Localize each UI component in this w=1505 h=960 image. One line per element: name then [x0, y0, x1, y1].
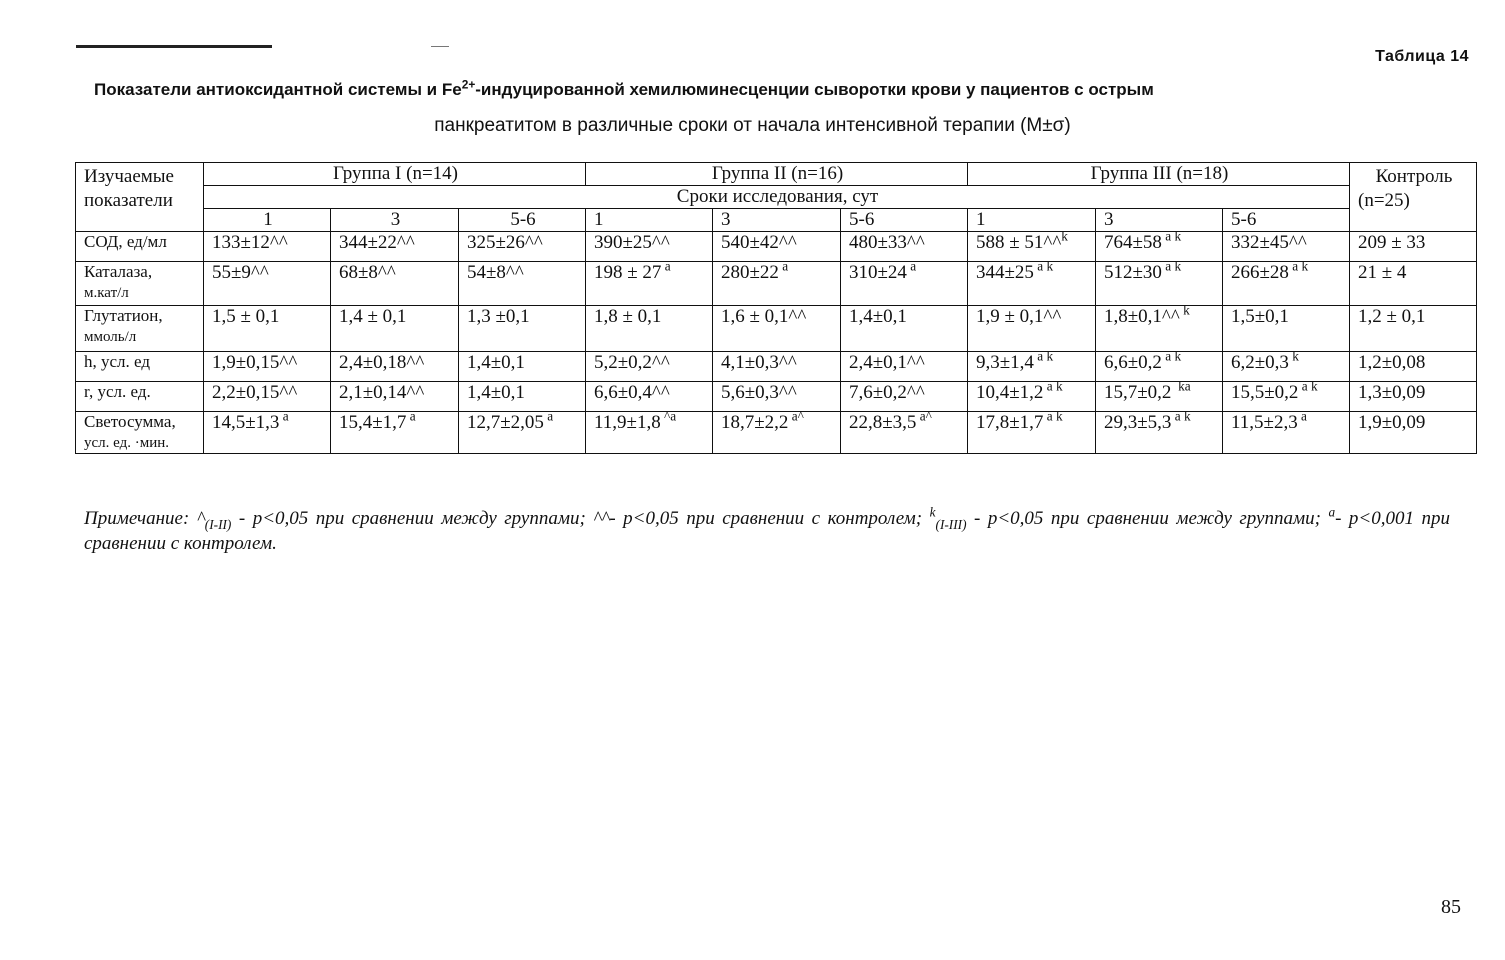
row-label: Каталаза, м.кат/л [76, 262, 204, 306]
value-cell: 266±28 $^{a k}$ [1223, 262, 1350, 306]
top-rule-mark [431, 46, 449, 47]
period-cell: 3 [331, 209, 459, 232]
group-header-3: Группа III (n=18) [968, 163, 1350, 186]
table-row [76, 352, 1477, 382]
value-cell: 480±33^^ [841, 232, 968, 262]
value-cell: 1,9 ± 0,1^^ [968, 306, 1096, 352]
table-row [76, 382, 1477, 412]
row-label: h, усл. ед [76, 352, 204, 382]
period-header: Сроки исследования, сут [204, 186, 1350, 209]
value-cell: 18,7±2,2 $^{a\^{}}$ [713, 412, 841, 454]
value-cell: 15,7±0,2 $^{ka}$ [1096, 382, 1223, 412]
value-cell: 55±9^^ [204, 262, 331, 306]
value-cell: 1,2±0,08 [1350, 352, 1477, 382]
header-row-days [76, 209, 1477, 232]
table-row [76, 412, 1477, 454]
period-cell: 1 [586, 209, 713, 232]
value-cell: 14,5±1,3 $^a$ [204, 412, 331, 454]
period-cell: 5-6 [1223, 209, 1350, 232]
value-cell: 344±25 $^{a k}$ [968, 262, 1096, 306]
row-label: СОД, ед/мл [76, 232, 204, 262]
value-cell: 540±42^^ [713, 232, 841, 262]
period-cell: 5-6 [841, 209, 968, 232]
period-cell: 3 [713, 209, 841, 232]
value-cell: 1,8 ± 0,1 [586, 306, 713, 352]
value-cell: 15,4±1,7 $^a$ [331, 412, 459, 454]
value-cell: 17,8±1,7 $^{a k}$ [968, 412, 1096, 454]
value-cell: 1,9±0,15^^ [204, 352, 331, 382]
value-cell: 1,8±0,1^^ $^k$ [1096, 306, 1223, 352]
value-cell: 1,4±0,1 [459, 382, 586, 412]
period-cell: 1 [204, 209, 331, 232]
value-cell: 512±30 $^{a k}$ [1096, 262, 1223, 306]
value-cell: 4,1±0,3^^ [713, 352, 841, 382]
group-header-1: Группа I (n=14) [204, 163, 586, 186]
value-cell: 1,3±0,09 [1350, 382, 1477, 412]
value-cell: 2,4±0,18^^ [331, 352, 459, 382]
value-cell: 10,4±1,2 $^{a k}$ [968, 382, 1096, 412]
value-cell: 2,2±0,15^^ [204, 382, 331, 412]
value-cell: 1,5 ± 0,1 [204, 306, 331, 352]
value-cell: 54±8^^ [459, 262, 586, 306]
value-cell: 6,6±0,4^^ [586, 382, 713, 412]
value-cell: 325±26^^ [459, 232, 586, 262]
page-number: 85 [1441, 896, 1461, 918]
data-table [75, 162, 1477, 454]
value-cell: 332±45^^ [1223, 232, 1350, 262]
period-cell: 5-6 [459, 209, 586, 232]
value-cell: 390±25^^ [586, 232, 713, 262]
value-cell: 198 ± 27 $^a$ [586, 262, 713, 306]
value-cell: 1,4±0,1 [459, 352, 586, 382]
value-cell: 15,5±0,2 $^{a k}$ [1223, 382, 1350, 412]
value-cell: 588 ± 51^^$^k$ [968, 232, 1096, 262]
control-header: Контроль (n=25) [1350, 163, 1477, 232]
value-cell: 209 ± 33 [1350, 232, 1477, 262]
row-label: r, усл. ед. [76, 382, 204, 412]
value-cell: 5,6±0,3^^ [713, 382, 841, 412]
value-cell: 2,1±0,14^^ [331, 382, 459, 412]
table-number: Таблица 14 [1375, 48, 1469, 65]
table-row [76, 306, 1477, 352]
value-cell: 1,2 ± 0,1 [1350, 306, 1477, 352]
value-cell: 21 ± 4 [1350, 262, 1477, 306]
period-cell: 1 [968, 209, 1096, 232]
value-cell: 11,9±1,8 $^{\^{}a}$ [586, 412, 713, 454]
value-cell: 12,7±2,05 $^a$ [459, 412, 586, 454]
value-cell: 310±24 $^a$ [841, 262, 968, 306]
table-row [76, 262, 1477, 306]
row-label: Светосумма, усл. ед. ·мин. [76, 412, 204, 454]
value-cell: 7,6±0,2^^ [841, 382, 968, 412]
top-rule [76, 45, 272, 48]
value-cell: 280±22 $^a$ [713, 262, 841, 306]
value-cell: 2,4±0,1^^ [841, 352, 968, 382]
value-cell: 29,3±5,3 $^{a k}$ [1096, 412, 1223, 454]
value-cell: 9,3±1,4 $^{a k}$ [968, 352, 1096, 382]
row-label: Глутатион, ммоль/л [76, 306, 204, 352]
table-title-line2: панкреатитом в различные сроки от начала интенсивной терапии (M±σ) [434, 115, 1071, 136]
value-cell: 764±58 $^{a k}$ [1096, 232, 1223, 262]
value-cell: 133±12^^ [204, 232, 331, 262]
value-cell: 1,4±0,1 [841, 306, 968, 352]
header-row-groups [76, 163, 1477, 186]
value-cell: 11,5±2,3 $^a$ [1223, 412, 1350, 454]
table-row [76, 232, 1477, 262]
period-cell: 3 [1096, 209, 1223, 232]
value-cell: 1,9±0,09 [1350, 412, 1477, 454]
group-header-2: Группа II (n=16) [586, 163, 968, 186]
value-cell: 5,2±0,2^^ [586, 352, 713, 382]
param-header: Изучаемые показатели [76, 163, 204, 232]
value-cell: 1,3 ±0,1 [459, 306, 586, 352]
value-cell: 1,5±0,1 [1223, 306, 1350, 352]
value-cell: 6,2±0,3 $^k$ [1223, 352, 1350, 382]
header-row-period [76, 186, 1477, 209]
value-cell: 344±22^^ [331, 232, 459, 262]
value-cell: 22,8±3,5 $^{a\^{}}$ [841, 412, 968, 454]
value-cell: 1,4 ± 0,1 [331, 306, 459, 352]
table-title-line1: Показатели антиоксидантной системы и $Fe^{2+}$-индуцированной хемилюминесценции сыворотки крови у пациентов с острым [94, 77, 1154, 99]
value-cell: 6,6±0,2 $^{a k}$ [1096, 352, 1223, 382]
value-cell: 1,6 ± 0,1^^ [713, 306, 841, 352]
value-cell: 68±8^^ [331, 262, 459, 306]
table-note: Примечание: $\^{}_{(I-II)} - p<0,05$ при сравнении между группами; ^^- p<0,05 при сравнении с контролем; $^k_{(I-III)}$ - p<0,05 при сравнении между группами; $^a$- p<0,001 при сравнении с контролем. [84, 504, 1450, 554]
